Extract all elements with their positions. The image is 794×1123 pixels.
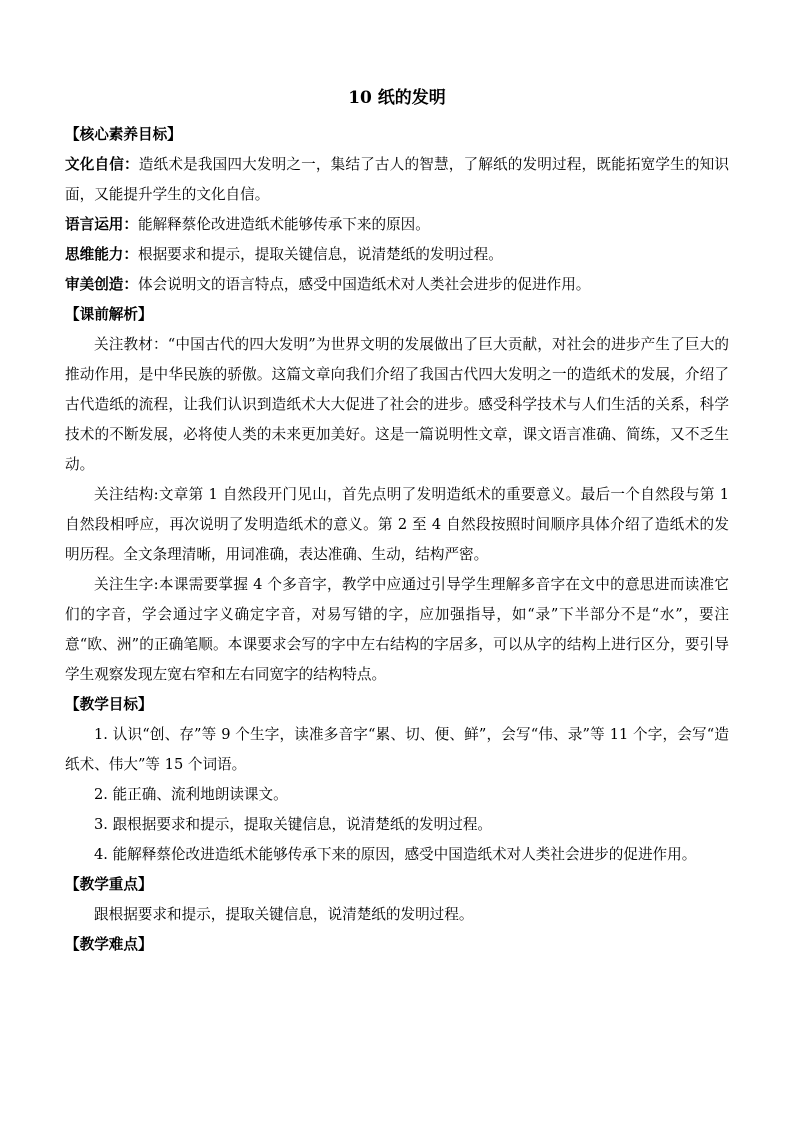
core-goal-text: 能解释蔡伦改进造纸术能够传承下来的原因。: [137, 216, 430, 233]
core-goal-text: 体会说明文的语言特点，感受中国造纸术对人类社会进步的促进作用。: [137, 276, 591, 293]
pre-analysis-paragraph: 关注结构:文章第 1 自然段开门见山，首先点明了发明造纸术的重要意义。最后一个自然段与第 1 自然段相呼应，再次说明了发明造纸术的意义。第 2 至 4 自然段按照时间顺序具体介绍了造纸术的发明历程。全文条理清晰，用词准确，表达准确、生动，结构严密。: [65, 486, 729, 563]
teaching-goal-item: 4. 能解释蔡伦改进造纸术能够传承下来的原因，感受中国造纸术对人类社会进步的促进作用。: [94, 846, 697, 863]
document-body: [65, 120, 729, 960]
key-points-text: 跟根据要求和提示，提取关键信息，说清楚纸的发明过程。: [94, 906, 474, 923]
core-goal-text: 根据要求和提示，提取关键信息，说清楚纸的发明过程。: [137, 246, 503, 263]
core-goal-text: 造纸术是我国四大发明之一，集结了古人的智慧，了解纸的发明过程，既能拓宽学生的知识面，又能提升学生的文化自信。: [65, 156, 729, 203]
difficult-points-heading: 【教学难点】: [65, 936, 153, 953]
core-goal-label: 思维能力：: [65, 246, 138, 263]
core-goal-item: [65, 150, 729, 210]
pre-analysis-paragraph: 关注生字:本课需要掌握 4 个多音字，教学中应通过引导学生理解多音字在文中的意思进而读准它们的字音，学会通过字义确定字音，对易写错的字，应加强指导，如“录”下半部分不是“水”，要注意“欧、洲”的正确笔顺。本课要求会写的字中左右结构的字居多，可以从字的结构上进行区分，要引导学生观察发现左宽右窄和左右同宽字的结构特点。: [65, 576, 729, 683]
teaching-goal-item: 1. 认识“创、存”等 9 个生字，读准多音字“累、切、便、鲜”，会写“伟、录”等 11 个字，会写“造纸术、伟大”等 15 个词语。: [65, 726, 729, 773]
teaching-goals-heading: 【教学目标】: [65, 696, 153, 713]
core-goal-label: 文化自信：: [65, 156, 139, 173]
core-goal-label: 审美创造：: [65, 276, 138, 293]
teaching-goal-item: 2. 能正确、流利地朗读课文。: [94, 786, 288, 803]
core-goal-label: 语言运用：: [65, 216, 138, 233]
key-points-heading: 【教学重点】: [65, 876, 153, 893]
core-goal-item: [65, 240, 729, 270]
document-title: 10 纸的发明: [348, 88, 446, 108]
pre-analysis-paragraph: 关注教材：“中国古代的四大发明”为世界文明的发展做出了巨大贡献，对社会的进步产生了巨大的推动作用，是中华民族的骄傲。这篇文章向我们介绍了我国古代四大发明之一的造纸术的发展，介绍了古代造纸的流程，让我们认识到造纸术大大促进了社会的进步。感受科学技术与人们生活的关系，科学技术的不断发展，必将使人类的未来更加美好。这是一篇说明性文章，课文语言准确、简练，又不乏生动。: [65, 336, 729, 473]
core-goal-item: [65, 270, 729, 300]
pre-analysis-heading: 【课前解析】: [65, 306, 153, 323]
core-goal-item: [65, 210, 729, 240]
teaching-goal-item: 3. 跟根据要求和提示，提取关键信息，说清楚纸的发明过程。: [94, 816, 493, 833]
core-goals-heading: 【核心素养目标】: [65, 126, 182, 143]
